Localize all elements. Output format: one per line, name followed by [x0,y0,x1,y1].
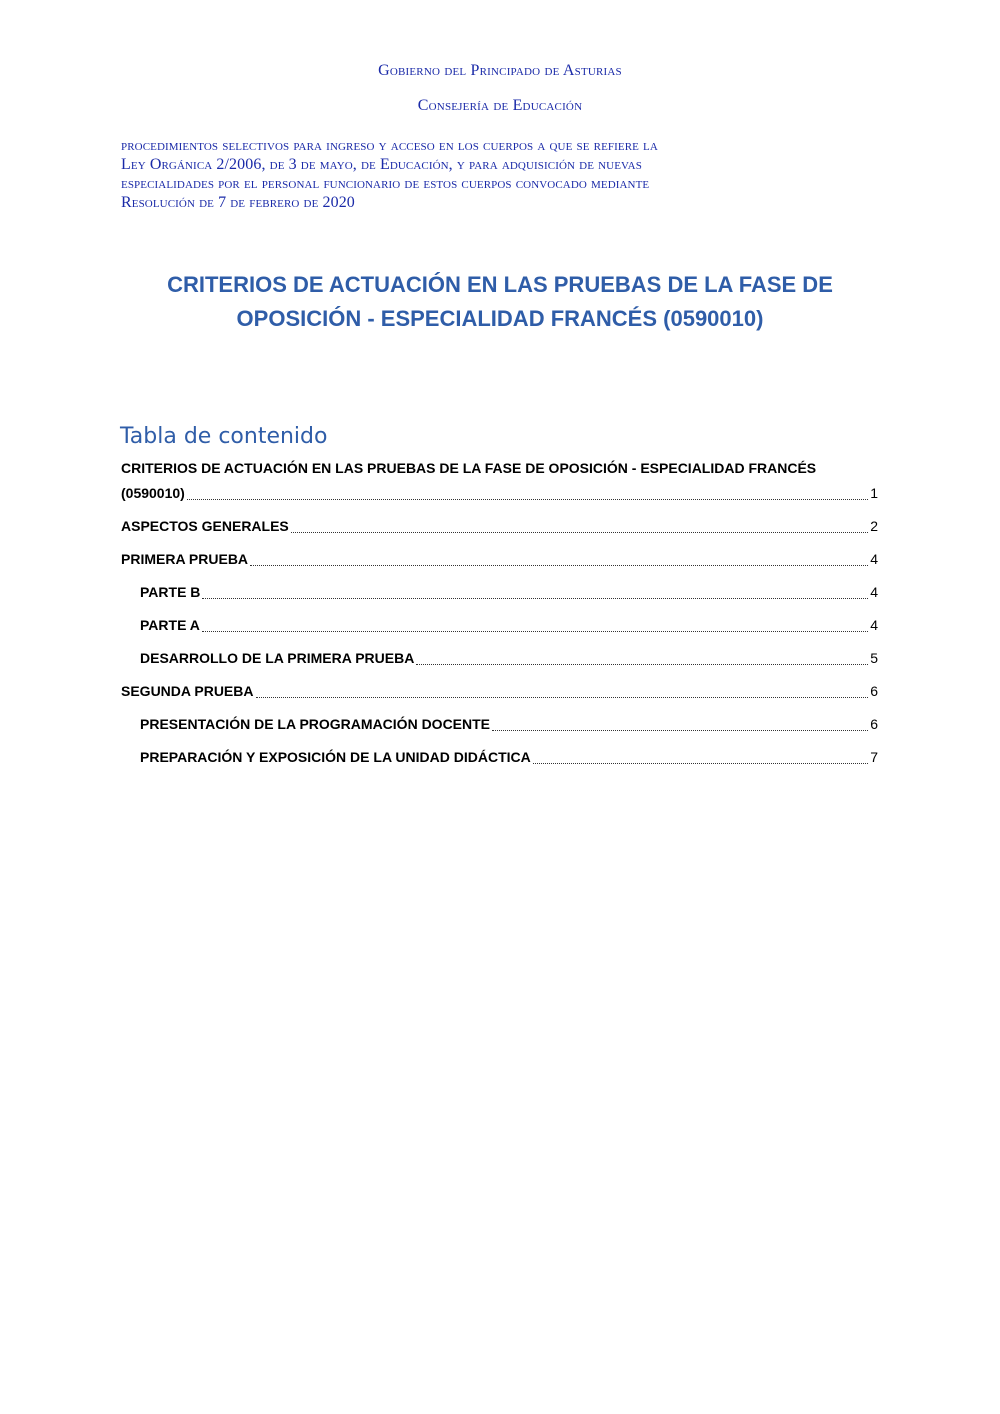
title-line-2: OPOSICIÓN - ESPECIALIDAD FRANCÉS (0590010) [236,306,764,331]
toc-page-number: 1 [870,485,878,501]
toc-entry[interactable] [121,745,878,770]
procedure-line: especialidades por el personal funcionario de estos cuerpos convocado mediante [121,175,650,192]
department-header: Consejería de Educación [417,97,583,114]
toc-heading: Tabla de contenido [120,424,328,449]
dot-leader [187,498,868,500]
table-of-contents [121,456,878,770]
toc-entry-label: PARTE A [140,617,200,633]
dot-leader [202,597,868,599]
toc-page-number: 6 [870,683,878,699]
toc-page-number: 6 [870,716,878,732]
toc-entry-label: PARTE B [140,584,201,600]
toc-entry[interactable] [121,712,878,737]
toc-page-number: 7 [870,749,878,765]
toc-entry[interactable] [121,514,878,539]
document-title [100,268,900,336]
toc-entry[interactable] [121,580,878,605]
procedure-description [121,136,881,212]
toc-entry-label: ASPECTOS GENERALES [121,518,289,534]
toc-entry-label: PRIMERA PRUEBA [121,551,249,567]
toc-page-number: 2 [870,518,878,534]
procedure-line: procedimientos selectivos para ingreso y acceso en los cuerpos a que se refiere la [121,137,658,154]
toc-entry-label: (0590010) [121,485,185,501]
toc-entry[interactable] [121,547,878,572]
toc-entry[interactable] [121,679,878,704]
dot-leader [202,630,868,632]
toc-page-number: 4 [870,617,878,633]
title-line-1: CRITERIOS DE ACTUACIÓN EN LAS PRUEBAS DE LA FASE DE [167,272,833,297]
dot-leader [291,531,868,533]
dot-leader [416,663,868,665]
procedure-line: Resolución de 7 de febrero de 2020 [121,194,355,211]
dot-leader [533,762,868,764]
toc-page-number: 5 [870,650,878,666]
toc-entry-label: DESARROLLO DE LA PRIMERA PRUEBA [140,650,415,666]
dot-leader [250,564,868,566]
toc-entry-label: SEGUNDA PRUEBA [121,683,254,699]
toc-page-number: 4 [870,584,878,600]
dot-leader [256,696,869,698]
toc-entry-line1[interactable]: CRITERIOS DE ACTUACIÓN EN LAS PRUEBAS DE LA FASE DE OPOSICIÓN - ESPECIALIDAD FRANCÉS [121,460,817,476]
toc-entry[interactable] [121,613,878,638]
toc-entry-label: PREPARACIÓN Y EXPOSICIÓN DE LA UNIDAD DIDÁCTICA [140,749,531,765]
dot-leader [492,729,868,731]
toc-entry[interactable] [121,481,878,506]
government-header: Gobierno del Principado de Asturias [378,62,622,79]
toc-entry-label: PRESENTACIÓN DE LA PROGRAMACIÓN DOCENTE [140,716,491,732]
toc-entry[interactable] [121,646,878,671]
procedure-line: Ley Orgánica 2/2006, de 3 de mayo, de Educación, y para adquisición de nuevas [121,156,642,173]
toc-page-number: 4 [870,551,878,567]
